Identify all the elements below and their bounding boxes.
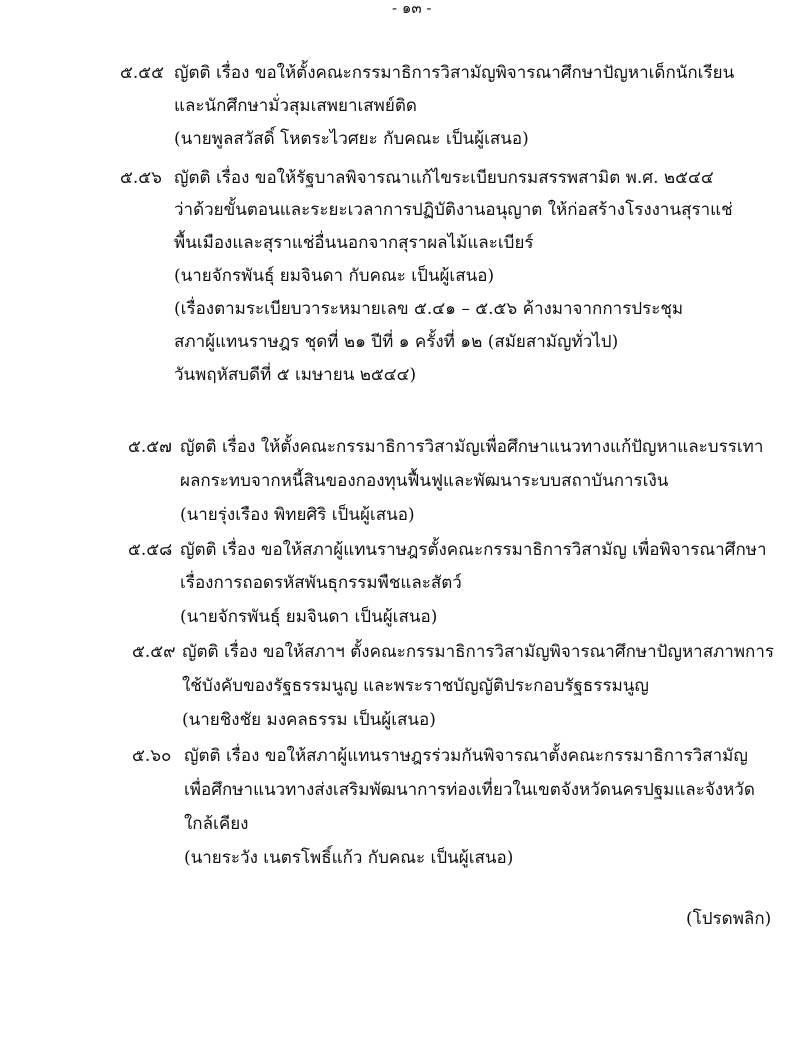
item-line: ญัตติ เรื่อง ขอให้สภาผู้แทนราษฎรตั้งคณะกรรมาธิการวิสามัญ เพื่อพิจารณาศึกษา — [180, 540, 767, 560]
item-number: ๕.๖๐ — [132, 746, 172, 766]
item-line: ใกล้เคียง — [184, 814, 249, 834]
item-number: ๕.๕๘ — [128, 540, 173, 560]
item-line: ญัตติ เรื่อง ขอให้รัฐบาลพิจารณาแก้ไขระเบียบกรมสรรพสามิต พ.ศ. ๒๕๔๔ — [174, 168, 714, 188]
item-note-line: (เรื่องตามระเบียบวาระหมายเลข ๕.๔๑ – ๕.๕๖ ค้างมาจากการประชุม — [174, 299, 684, 319]
item-line: เรื่องการถอดรหัสพันธุกรรมพืชและสัตว์ — [180, 573, 462, 593]
item-number: ๕.๕๖ — [120, 168, 162, 188]
item-note-line: วันพฤหัสบดีที่ ๕ เมษายน ๒๕๔๔) — [174, 365, 417, 385]
item-line: ญัตติ เรื่อง ขอให้สภาฯ ตั้งคณะกรรมาธิการวิสามัญพิจารณาศึกษาปัญหาสภาพการ — [182, 642, 774, 662]
item-line: เพื่อศึกษาแนวทางส่งเสริมพัฒนาการท่องเที่ยวในเขตจังหวัดนครปฐมและจังหวัด — [184, 780, 755, 800]
item-number: ๕.๕๗ — [128, 437, 172, 457]
proposer-line: (นายชิงชัย มงคลธรรม เป็นผู้เสนอ) — [182, 710, 436, 730]
item-number: ๕.๕๙ — [132, 642, 176, 662]
item-line: ผลกระทบจากหนี้สินของกองทุนฟื้นฟูและพัฒนาระบบสถาบันการเงิน — [180, 471, 669, 491]
please-turn-over-note: (โปรดพลิก) — [686, 909, 772, 929]
item-number: ๕.๕๕ — [120, 63, 165, 83]
page-number: - ๑๓ - — [392, 0, 432, 17]
item-line: และนักศึกษามั่วสุมเสพยาเสพย์ติด — [174, 96, 417, 116]
item-note-line: สภาผู้แทนราษฎร ชุดที่ ๒๑ ปีที่ ๑ ครั้งที่ ๑๒ (สมัยสามัญทั่วไป) — [174, 332, 619, 352]
proposer-line: (นายจักรพันธุ์ ยมจินดา กับคณะ เป็นผู้เสนอ) — [174, 266, 495, 286]
item-line: ญัตติ เรื่อง ขอให้ตั้งคณะกรรมาธิการวิสามัญพิจารณาศึกษาปัญหาเด็กนักเรียน — [174, 63, 735, 83]
item-line: ญัตติ เรื่อง ให้ตั้งคณะกรรมาธิการวิสามัญเพื่อศึกษาแนวทางแก้ปัญหาและบรรเทา — [180, 437, 764, 457]
item-line: ว่าด้วยขั้นตอนและระยะเวลาการปฏิบัติงานอนุญาต ให้ก่อสร้างโรงงานสุราแช่ — [174, 200, 733, 220]
proposer-line: (นายระวัง เนตรโพธิ์แก้ว กับคณะ เป็นผู้เสนอ) — [184, 848, 514, 868]
item-line: ญัตติ เรื่อง ขอให้สภาผู้แทนราษฎรร่วมกันพิจารณาตั้งคณะกรรมาธิการวิสามัญ — [184, 746, 748, 766]
proposer-line: (นายจักรพันธุ์ ยมจินดา เป็นผู้เสนอ) — [180, 607, 438, 627]
proposer-line: (นายรุ่งเรือง พิทยศิริ เป็นผู้เสนอ) — [180, 505, 415, 525]
item-line: พื้นเมืองและสุราแช่อื่นนอกจากสุราผลไม้และเบียร์ — [174, 233, 534, 253]
item-line: ใช้บังคับของรัฐธรรมนูญ และพระราชบัญญัติประกอบรัฐธรรมนูญ — [182, 676, 649, 696]
proposer-line: (นายพูลสวัสดิ์ โหตระไวศยะ กับคณะ เป็นผู้เสนอ) — [174, 129, 529, 149]
